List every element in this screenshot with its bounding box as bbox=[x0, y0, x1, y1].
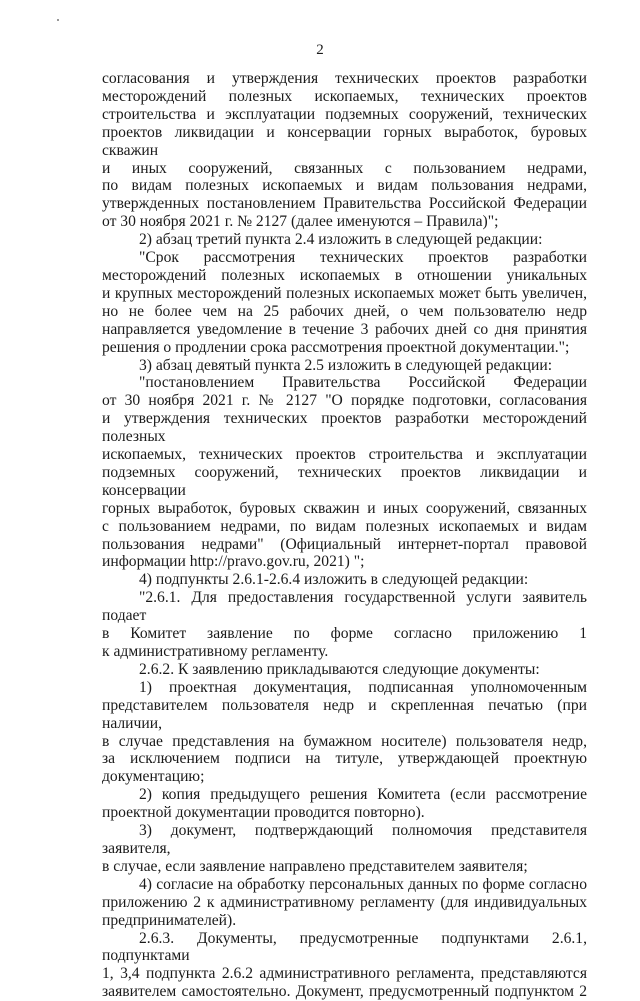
text-line: в Комитет заявление по форме согласно приложению 1 bbox=[102, 625, 587, 643]
text-line: заявителем самостоятельно. Документ, предусмотренный подпунктом 2 bbox=[102, 983, 587, 1001]
text-line: в случае представления на бумажном носителе) пользователя недр, bbox=[102, 733, 587, 751]
text-line: и крупных месторождений полезных ископаемых может быть увеличен, bbox=[102, 285, 587, 303]
text-line: но не более чем на 25 рабочих дней, о чем пользователю недр bbox=[102, 303, 587, 321]
text-line: с пользованием недрами, по видам полезных ископаемых и видам bbox=[102, 518, 587, 536]
paragraph-item-4 bbox=[102, 571, 587, 589]
text-line: месторождений полезных ископаемых в отношении уникальных bbox=[102, 267, 587, 285]
paragraph-item-3 bbox=[102, 357, 587, 375]
text-line: за исключением подписи на титуле, утверждающей проектную bbox=[102, 750, 587, 768]
text-line: проектной документации проводится повторно). bbox=[102, 804, 587, 822]
text-line: 2.6.3. Документы, предусмотренные подпунктами 2.6.1, подпунктами bbox=[102, 930, 587, 966]
text-line: "постановлением Правительства Российской Федерации bbox=[102, 374, 587, 392]
text-line: приложению 2 к административному регламенту (для индивидуальных bbox=[102, 894, 587, 912]
paragraph-list-item-4 bbox=[102, 876, 587, 930]
text-line: документацию; bbox=[102, 768, 587, 786]
paragraph-list-item-3 bbox=[102, 822, 587, 876]
text-line: проектов ликвидации и консервации горных выработок, буровых скважин bbox=[102, 124, 587, 160]
text-line: решения о продлении срока рассмотрения проектной документации."; bbox=[102, 339, 587, 357]
text-line: "Срок рассмотрения технических проектов разработки bbox=[102, 249, 587, 267]
text-line: 3) абзац девятый пункта 2.5 изложить в следующей редакции: bbox=[102, 357, 587, 375]
text-line: 2.6.2. К заявлению прикладываются следующие документы: bbox=[102, 661, 587, 679]
text-line: предпринимателей). bbox=[102, 912, 587, 930]
paragraph-2-6-2 bbox=[102, 661, 587, 679]
paragraph-item-2 bbox=[102, 231, 587, 249]
text-line: "2.6.1. Для предоставления государственной услуги заявитель подает bbox=[102, 589, 587, 625]
text-line: и утверждения технических проектов разработки месторождений полезных bbox=[102, 410, 587, 446]
text-line: 2) абзац третий пункта 2.4 изложить в следующей редакции: bbox=[102, 231, 587, 249]
page-number: 2 bbox=[0, 41, 640, 59]
text-line: 1) проектная документация, подписанная уполномоченным bbox=[102, 679, 587, 697]
text-line: пользования недрами" (Официальный интернет-портал правовой bbox=[102, 536, 587, 554]
text-line: направляется уведомление в течение 3 рабочих дней со дня принятия bbox=[102, 321, 587, 339]
text-line: к административному регламенту. bbox=[102, 643, 587, 661]
text-line: в случае, если заявление направлено представителем заявителя; bbox=[102, 858, 587, 876]
text-line: и иных сооружений, связанных с пользованием недрами, bbox=[102, 160, 587, 178]
text-line: 3) документ, подтверждающий полномочия представителя заявителя, bbox=[102, 822, 587, 858]
text-line: ископаемых, технических проектов строительства и эксплуатации bbox=[102, 446, 587, 464]
text-line: месторождений полезных ископаемых, технических проектов bbox=[102, 88, 587, 106]
paragraph-2-6-1 bbox=[102, 589, 587, 661]
text-line: по видам полезных ископаемых и видам пользования недрами, bbox=[102, 177, 587, 195]
text-line: 1, 3,4 подпункта 2.6.2 административного регламента, представляются bbox=[102, 965, 587, 983]
document-body bbox=[102, 70, 587, 1001]
text-line: 4) согласие на обработку персональных данных по форме согласно bbox=[102, 876, 587, 894]
text-line: 4) подпункты 2.6.1-2.6.4 изложить в следующей редакции: bbox=[102, 571, 587, 589]
text-line: согласования и утверждения технических проектов разработки bbox=[102, 70, 587, 88]
paragraph-resolution-reference bbox=[102, 374, 587, 571]
paragraph-review-period bbox=[102, 249, 587, 356]
text-line: подземных сооружений, технических проектов ликвидации и консервации bbox=[102, 464, 587, 500]
scan-speck bbox=[57, 19, 59, 21]
paragraph-list-item-2 bbox=[102, 786, 587, 822]
text-line: утвержденных постановлением Правительства Российской Федерации bbox=[102, 195, 587, 213]
paragraph-2-6-3 bbox=[102, 930, 587, 1001]
text-line: 2) копия предыдущего решения Комитета (если рассмотрение bbox=[102, 786, 587, 804]
paragraph-rules-title-continuation bbox=[102, 70, 587, 231]
paragraph-list-item-1 bbox=[102, 679, 587, 786]
text-line: горных выработок, буровых скважин и иных сооружений, связанных bbox=[102, 500, 587, 518]
text-line: строительства и эксплуатации подземных сооружений, технических bbox=[102, 106, 587, 124]
text-line: от 30 ноября 2021 г. № 2127 (далее именуются – Правила)"; bbox=[102, 213, 587, 231]
text-line: информации http://pravo.gov.ru, 2021) "; bbox=[102, 553, 587, 571]
text-line: представителем пользователя недр и скрепленная печатью (при наличии, bbox=[102, 697, 587, 733]
text-line: от 30 ноября 2021 г. № 2127 "О порядке подготовки, согласования bbox=[102, 392, 587, 410]
